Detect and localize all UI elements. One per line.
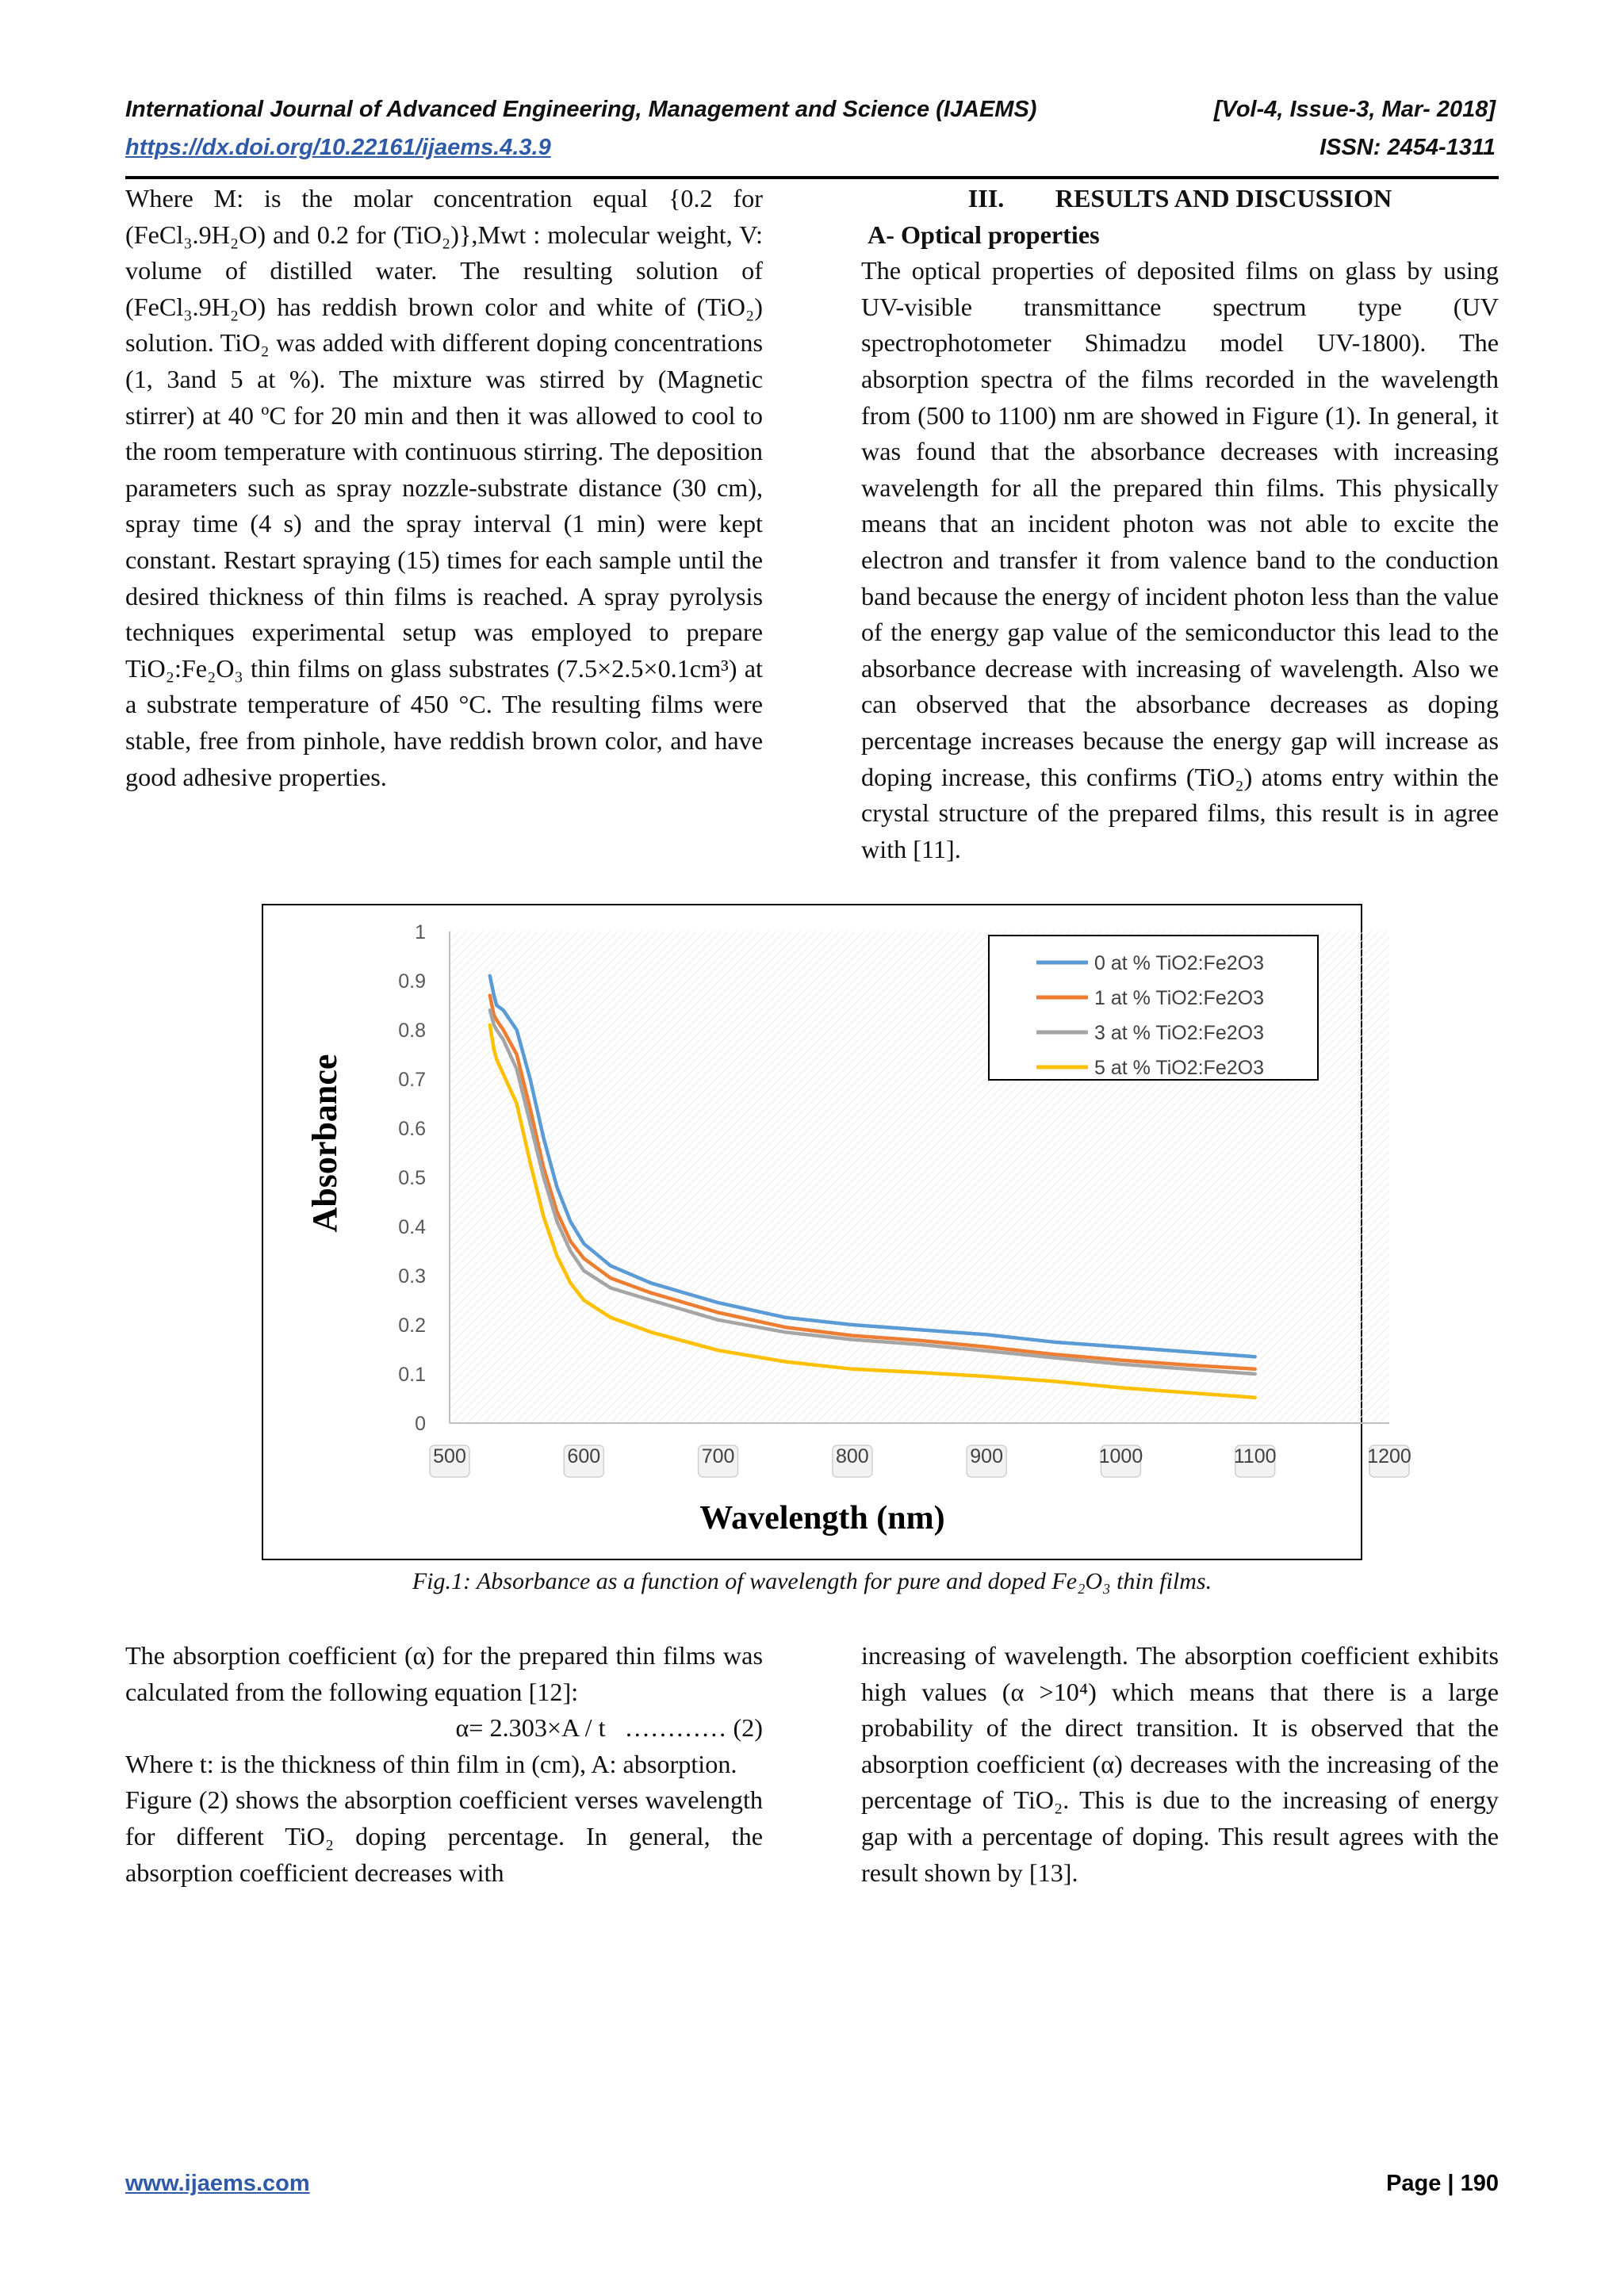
y-tick-label: 0.6 — [398, 1118, 426, 1140]
page-footer — [125, 2171, 1499, 2197]
y-tick-label: 0 — [415, 1413, 426, 1435]
header-rule — [125, 176, 1499, 179]
y-axis-label: Absorbance — [305, 1054, 344, 1233]
x-tick-label: 600 — [567, 1445, 601, 1468]
left-column-bottom — [125, 1638, 763, 1891]
y-tick-label: 0.9 — [398, 970, 426, 993]
y-tick-label: 0.1 — [398, 1364, 426, 1386]
x-tick — [1234, 1445, 1277, 1477]
x-tick-label: 900 — [970, 1445, 1004, 1468]
x-tick — [967, 1445, 1006, 1477]
legend-label: 1 at % TiO2:Fe2O3 — [1094, 987, 1264, 1009]
absorbance-chart — [263, 905, 1411, 1559]
legend-label: 3 at % TiO2:Fe2O3 — [1094, 1022, 1264, 1044]
equation: α= 2.303×A / t ………… (2) — [455, 1713, 763, 1743]
x-tick — [1367, 1445, 1411, 1477]
doi-link[interactable]: https://dx.doi.org/10.22161/ijaems.4.3.9 — [125, 135, 551, 160]
x-tick-label: 800 — [835, 1445, 869, 1468]
right-column-bottom — [861, 1638, 1499, 1891]
section-heading: III. RESULTS AND DISCUSSION — [967, 184, 1392, 212]
y-tick-label: 0.3 — [398, 1265, 426, 1288]
left-column-top — [125, 181, 763, 795]
y-tick-label: 1 — [415, 921, 426, 943]
issn: ISSN: 2454-1311 — [1320, 135, 1496, 160]
x-tick — [833, 1445, 872, 1477]
subsection-heading: A- Optical properties — [868, 220, 1100, 249]
paragraph: increasing of wavelength. The absorption coefficient exhibits high values (α >10⁴) which means that there is a large probability of the direct transition. It is observed that the absorption coefficient (α) decreases with the increasing of the percentage of TiO₂. This is due to the increasing of energy gap with a percentage of doping. This result agrees with the result shown by [13]. — [861, 1641, 1499, 1887]
paragraph: The absorption coefficient (α) for the prepared thin films was calculated from the following equation [12]: — [125, 1641, 763, 1706]
figure-frame — [262, 904, 1411, 1560]
y-tick-label: 0.5 — [398, 1167, 426, 1189]
paragraph: Where t: is the thickness of thin film in (cm), A: absorption. — [125, 1749, 737, 1778]
paragraph: Figure (2) shows the absorption coefficient verses wavelength for different TiO₂ doping percentage. In general, the absorption coefficient decreases with — [125, 1785, 763, 1887]
legend-label: 0 at % TiO2:Fe2O3 — [1094, 952, 1264, 974]
right-column-top — [861, 181, 1499, 867]
website-link[interactable]: www.ijaems.com — [125, 2171, 310, 2196]
volume-issue: [Vol-4, Issue-3, Mar- 2018] — [1213, 97, 1496, 122]
figure-caption: Fig.1: Absorbance as a function of wavelength for pure and doped Fe₂O₃ thin films. — [412, 1568, 1212, 1594]
x-tick-label: 1200 — [1367, 1445, 1411, 1468]
y-tick-label: 0.4 — [398, 1216, 426, 1238]
y-tick-label: 0.8 — [398, 1020, 426, 1042]
x-tick-label: 500 — [433, 1445, 466, 1468]
x-tick-label: 1000 — [1098, 1445, 1143, 1468]
paragraph: Where M: is the molar concentration equal {0.2 for (FeCl₃.9H₂O) and 0.2 for (TiO₂)},Mwt : molecular weight, V: volume of distilled water. The resulting solution of (FeCl₃.9H₂O) has reddish brown color and white of (TiO₂) solution. TiO₂ was added with different doping concentrations (1, 3and 5 at %). The mixture was stirred by (Magnetic stirrer) at 40 ºC for 20 min and then it was allowed to cool to the room temperature with continuous stirring. The deposition parameters such as spray nozzle-substrate distance (30 cm), spray time (4 s) and the spray interval (1 min) were kept constant. Restart spraying (15) times for each sample until the desired thickness of thin films is reached. A spray pyrolysis techniques experimental setup was employed to prepare TiO₂:Fe₂O₃ thin films on glass substrates (7.5×2.5×0.1cm³) at a substrate temperature of 450 °C. The resulting films were stable, free from pinhole, have reddish brown color, and have good adhesive properties. — [125, 184, 763, 791]
x-tick — [430, 1445, 469, 1477]
page-number: Page | 190 — [1386, 2171, 1499, 2196]
x-axis-label: Wavelength (nm) — [699, 1500, 945, 1536]
x-tick — [564, 1445, 603, 1477]
y-tick-label: 0.7 — [398, 1069, 426, 1091]
journal-title: International Journal of Advanced Engineering, Management and Science (IJAEMS) — [125, 97, 1037, 122]
x-tick — [699, 1445, 738, 1477]
paragraph: The optical properties of deposited films on glass by using UV-visible transmittance spectrum type (UV spectrophotometer Shimadzu model UV-1800). The absorption spectra of the films recorded in the wavelength from (500 to 1100) nm are showed in Figure (1). In general, it was found that the absorbance decreases with increasing wavelength for all the prepared thin films. This physically means that an incident photon was not able to excite the electron and transfer it from valence band to the conduction band because the energy of incident photon less than the value of the energy gap value of the semiconductor this lead to the absorbance decrease with increasing of wavelength. Also we can observed that the absorbance decreases as doping percentage increases because the energy gap will increase as doping increase, this confirms (TiO₂) atoms entry within the crystal structure of the prepared films, this result is in agree with [11]. — [861, 256, 1499, 863]
y-tick-label: 0.2 — [398, 1314, 426, 1337]
x-tick-label: 1100 — [1233, 1445, 1277, 1468]
x-tick-label: 700 — [701, 1445, 735, 1468]
x-tick — [1099, 1445, 1143, 1477]
legend-label: 5 at % TiO2:Fe2O3 — [1094, 1057, 1264, 1079]
